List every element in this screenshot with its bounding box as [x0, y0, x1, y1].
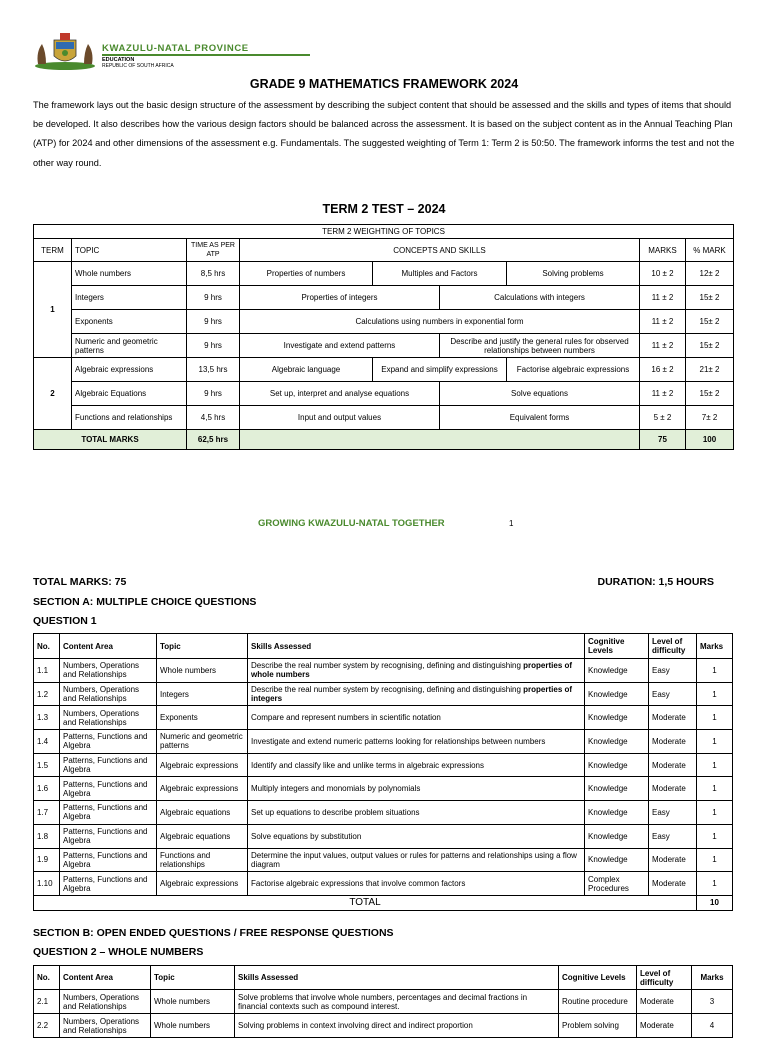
col-marks: Marks [692, 966, 733, 990]
duration-label: DURATION: 1,5 HOURS [597, 576, 714, 588]
skills-cell: Solve equations by substitution [248, 824, 585, 848]
col-marks: Marks [697, 634, 733, 659]
time-cell: 13,5 hrs [187, 358, 240, 382]
coat-of-arms-icon [32, 30, 98, 72]
skills-cell: Solve problems that involve whole numbers, percentages and decimal fractions in financial contexts such as compound interest. [235, 990, 559, 1014]
pct-cell: 15± 2 [686, 310, 734, 334]
concept-cell: Properties of numbers [240, 262, 373, 286]
diff-cell: Moderate [649, 753, 697, 777]
topic-cell: Integers [157, 682, 248, 706]
col-skills: Skills Assessed [248, 634, 585, 659]
question1-table [33, 633, 733, 911]
no-cell: 1.3 [34, 706, 60, 730]
topic-cell: Algebraic equations [157, 801, 248, 825]
no-cell: 1.5 [34, 753, 60, 777]
area-cell: Numbers, Operations and Relationships [60, 659, 157, 683]
question2-heading: QUESTION 2 – WHOLE NUMBERS [33, 946, 204, 958]
pct-cell: 15± 2 [686, 334, 734, 358]
marks-cell: 11 ± 2 [640, 334, 686, 358]
marks-cell: 16 ± 2 [640, 358, 686, 382]
col-difficulty: Level of difficulty [649, 634, 697, 659]
marks-cell: 1 [697, 801, 733, 825]
col-topic: Topic [151, 966, 235, 990]
table-row [34, 406, 734, 430]
topic-cell: Algebraic expressions [157, 777, 248, 801]
no-cell: 1.2 [34, 682, 60, 706]
total-row [34, 430, 734, 450]
topic-cell: Exponents [72, 310, 187, 334]
marks-cell: 1 [697, 706, 733, 730]
total-pct: 100 [686, 430, 734, 450]
logo-divider [102, 54, 310, 56]
table-row [34, 777, 733, 801]
no-cell: 1.10 [34, 872, 60, 896]
cog-cell: Knowledge [585, 682, 649, 706]
total-label: TOTAL MARKS [34, 430, 187, 450]
area-cell: Numbers, Operations and Relationships [60, 1014, 151, 1038]
topic-cell: Functions and relationships [157, 848, 248, 872]
term-cell: 2 [34, 358, 72, 430]
cog-cell: Knowledge [585, 801, 649, 825]
table-row [34, 682, 733, 706]
diff-cell: Easy [649, 659, 697, 683]
table-row [34, 706, 733, 730]
marks-cell: 1 [697, 777, 733, 801]
topic-cell: Whole numbers [151, 1014, 235, 1038]
page-number: 1 [509, 519, 514, 528]
table-row [34, 286, 734, 310]
col-topic: Topic [157, 634, 248, 659]
time-cell: 9 hrs [187, 286, 240, 310]
diff-cell: Moderate [649, 706, 697, 730]
marks-cell: 1 [697, 730, 733, 754]
footer-slogan: GROWING KWAZULU-NATAL TOGETHER [258, 518, 445, 529]
area-cell: Patterns, Functions and Algebra [60, 872, 157, 896]
question2-table [33, 965, 733, 1038]
pct-cell: 21± 2 [686, 358, 734, 382]
cog-cell: Knowledge [585, 777, 649, 801]
skills-cell: Investigate and extend numeric patterns looking for relationships between numbers [248, 730, 585, 754]
col-skills: Skills Assessed [235, 966, 559, 990]
col-content-area: Content Area [60, 966, 151, 990]
table-row [34, 753, 733, 777]
topic-cell: Algebraic expressions [157, 872, 248, 896]
table-row [34, 990, 733, 1014]
topic-cell: Numeric and geometric patterns [157, 730, 248, 754]
diff-cell: Moderate [649, 848, 697, 872]
diff-cell: Moderate [649, 872, 697, 896]
concept-cell: Solve equations [440, 382, 640, 406]
concept-cell: Solving problems [507, 262, 640, 286]
diff-cell: Moderate [637, 1014, 692, 1038]
total-marks: 75 [640, 430, 686, 450]
term2-weighting-table [33, 224, 734, 450]
area-cell: Patterns, Functions and Algebra [60, 730, 157, 754]
area-cell: Numbers, Operations and Relationships [60, 990, 151, 1014]
table-row [34, 872, 733, 896]
table-row [34, 730, 733, 754]
pct-cell: 15± 2 [686, 286, 734, 310]
table-row [34, 334, 734, 358]
topic-cell: Whole numbers [157, 659, 248, 683]
concept-cell: Calculations using numbers in exponential form [240, 310, 640, 334]
diff-cell: Easy [649, 801, 697, 825]
area-cell: Patterns, Functions and Algebra [60, 777, 157, 801]
topic-cell: Exponents [157, 706, 248, 730]
table-row [34, 382, 734, 406]
skills-cell: Identify and classify like and unlike terms in algebraic expressions [248, 753, 585, 777]
topic-cell: Algebraic expressions [157, 753, 248, 777]
concept-cell: Factorise algebraic expressions [507, 358, 640, 382]
question1-heading: QUESTION 1 [33, 615, 97, 627]
no-cell: 1.1 [34, 659, 60, 683]
col-topic: TOPIC [72, 239, 187, 262]
time-cell: 9 hrs [187, 310, 240, 334]
topic-cell: Whole numbers [72, 262, 187, 286]
diff-cell: Moderate [637, 990, 692, 1014]
time-cell: 8,5 hrs [187, 262, 240, 286]
time-cell: 9 hrs [187, 382, 240, 406]
cog-cell: Knowledge [585, 706, 649, 730]
col-no: No. [34, 634, 60, 659]
concept-cell: Equivalent forms [440, 406, 640, 430]
cog-cell: Routine procedure [559, 990, 637, 1014]
department-name: EDUCATION [102, 57, 135, 63]
pct-cell: 7± 2 [686, 406, 734, 430]
skills-cell: Compare and represent numbers in scientific notation [248, 706, 585, 730]
area-cell: Patterns, Functions and Algebra [60, 753, 157, 777]
concept-cell: Input and output values [240, 406, 440, 430]
skills-cell: Determine the input values, output values or rules for patterns and relationships using a flow diagram [248, 848, 585, 872]
table-row [34, 262, 734, 286]
col-time: TIME AS PER ATP [187, 239, 240, 262]
province-name: KWAZULU-NATAL PROVINCE [102, 43, 249, 54]
area-cell: Patterns, Functions and Algebra [60, 848, 157, 872]
skills-cell [248, 682, 585, 706]
country-name: REPUBLIC OF SOUTH AFRICA [102, 63, 174, 69]
topic-cell: Numeric and geometric patterns [72, 334, 187, 358]
concept-cell: Properties of integers [240, 286, 440, 310]
concept-cell: Expand and simplify expressions [373, 358, 507, 382]
no-cell: 2.2 [34, 1014, 60, 1038]
skills-cell: Set up equations to describe problem situations [248, 801, 585, 825]
cog-cell: Knowledge [585, 659, 649, 683]
cog-cell: Problem solving [559, 1014, 637, 1038]
marks-cell: 1 [697, 682, 733, 706]
col-concepts: CONCEPTS AND SKILLS [240, 239, 640, 262]
table-header-row [34, 966, 733, 990]
cog-cell: Knowledge [585, 730, 649, 754]
skills-cell: Solving problems in context involving direct and indirect proportion [235, 1014, 559, 1038]
concept-cell: Set up, interpret and analyse equations [240, 382, 440, 406]
col-content-area: Content Area [60, 634, 157, 659]
skills-text: Describe the real number system by recognising, defining and distinguishing [251, 685, 524, 695]
marks-cell: 11 ± 2 [640, 310, 686, 334]
marks-cell: 1 [697, 848, 733, 872]
marks-cell: 1 [697, 753, 733, 777]
col-pct: % MARK [686, 239, 734, 262]
table-header-row [34, 634, 733, 659]
diff-cell: Moderate [649, 730, 697, 754]
marks-cell: 11 ± 2 [640, 382, 686, 406]
concept-cell: Calculations with integers [440, 286, 640, 310]
total-marks: 10 [697, 895, 733, 910]
total-row [34, 895, 733, 910]
table-row [34, 358, 734, 382]
skills-bold: properties of integers [251, 685, 573, 704]
term-cell: 1 [34, 262, 72, 358]
no-cell: 2.1 [34, 990, 60, 1014]
topic-cell: Integers [72, 286, 187, 310]
marks-cell: 1 [697, 824, 733, 848]
concept-cell: Describe and justify the general rules for observed relationships between numbers [440, 334, 640, 358]
table-row [34, 310, 734, 334]
no-cell: 1.9 [34, 848, 60, 872]
table-row [34, 801, 733, 825]
time-cell: 9 hrs [187, 334, 240, 358]
col-term: TERM [34, 239, 72, 262]
cog-cell: Complex Procedures [585, 872, 649, 896]
document-title: GRADE 9 MATHEMATICS FRAMEWORK 2024 [249, 77, 519, 91]
section-b-heading: SECTION B: OPEN ENDED QUESTIONS / FREE RESPONSE QUESTIONS [33, 927, 394, 939]
marks-cell: 1 [697, 659, 733, 683]
concept-cell: Investigate and extend patterns [240, 334, 440, 358]
time-cell: 4,5 hrs [187, 406, 240, 430]
skills-cell: Multiply integers and monomials by polynomials [248, 777, 585, 801]
term2-heading: TERM 2 TEST – 2024 [322, 202, 446, 216]
concept-cell: Algebraic language [240, 358, 373, 382]
table-row [34, 1014, 733, 1038]
cog-cell: Knowledge [585, 848, 649, 872]
topic-cell: Algebraic equations [157, 824, 248, 848]
cog-cell: Knowledge [585, 824, 649, 848]
topic-cell: Functions and relationships [72, 406, 187, 430]
area-cell: Patterns, Functions and Algebra [60, 801, 157, 825]
marks-cell: 10 ± 2 [640, 262, 686, 286]
marks-cell: 4 [692, 1014, 733, 1038]
marks-cell: 11 ± 2 [640, 286, 686, 310]
no-cell: 1.8 [34, 824, 60, 848]
topic-cell: Whole numbers [151, 990, 235, 1014]
diff-cell: Easy [649, 824, 697, 848]
table-row [34, 659, 733, 683]
total-label: TOTAL [34, 895, 697, 910]
kzn-logo [32, 30, 292, 72]
topic-cell: Algebraic Equations [72, 382, 187, 406]
no-cell: 1.4 [34, 730, 60, 754]
diff-cell: Moderate [649, 777, 697, 801]
weighting-table-title: TERM 2 WEIGHTING OF TOPICS [34, 225, 734, 239]
section-a-heading: SECTION A: MULTIPLE CHOICE QUESTIONS [33, 596, 257, 608]
col-difficulty: Level of difficulty [637, 966, 692, 990]
pct-cell: 12± 2 [686, 262, 734, 286]
skills-text: Describe the real number system by recognising, defining and distinguishing [251, 661, 524, 671]
total-blank [240, 430, 640, 450]
cog-cell: Knowledge [585, 753, 649, 777]
skills-cell: Factorise algebraic expressions that involve common factors [248, 872, 585, 896]
col-no: No. [34, 966, 60, 990]
pct-cell: 15± 2 [686, 382, 734, 406]
skills-cell [248, 659, 585, 683]
topic-cell: Algebraic expressions [72, 358, 187, 382]
area-cell: Numbers, Operations and Relationships [60, 706, 157, 730]
marks-cell: 1 [697, 872, 733, 896]
area-cell: Numbers, Operations and Relationships [60, 682, 157, 706]
intro-paragraph: The framework lays out the basic design structure of the assessment by describing the subject content that should be assessed and the skills and types of items that should be developed. It also describes how the various design factors should be balanced across the assessment. It is based on the subject content as in the Annual Teaching Plan (ATP) for 2024 and other dimensions of the assessment e.g. Fundamentals. The suggested weighting of Term 1: Term 2 is 50:50. The framework informs the test and not the other way round. [33, 100, 735, 168]
no-cell: 1.7 [34, 801, 60, 825]
col-marks: MARKS [640, 239, 686, 262]
area-cell: Patterns, Functions and Algebra [60, 824, 157, 848]
total-marks-label: TOTAL MARKS: 75 [33, 576, 127, 588]
col-cognitive: Cognitive Levels [559, 966, 637, 990]
table-row [34, 824, 733, 848]
concept-cell: Multiples and Factors [373, 262, 507, 286]
total-time: 62,5 hrs [187, 430, 240, 450]
skills-bold: properties of whole numbers [251, 661, 573, 680]
col-cognitive: Cognitive Levels [585, 634, 649, 659]
no-cell: 1.6 [34, 777, 60, 801]
table-row [34, 848, 733, 872]
marks-cell: 3 [692, 990, 733, 1014]
diff-cell: Easy [649, 682, 697, 706]
marks-cell: 5 ± 2 [640, 406, 686, 430]
